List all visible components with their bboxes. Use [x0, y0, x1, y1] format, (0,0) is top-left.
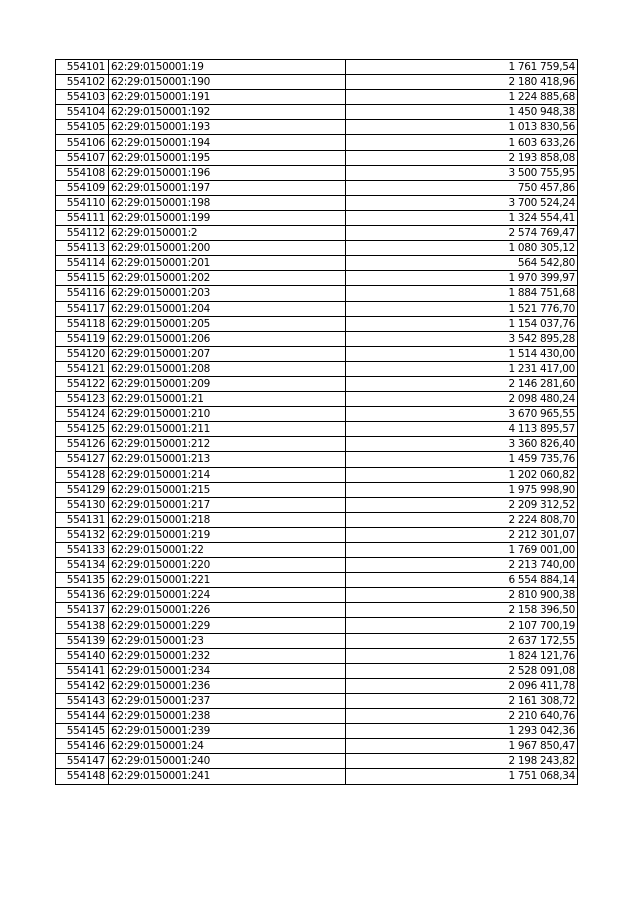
- value-cell: 2 574 769,47: [346, 226, 578, 241]
- cadastral-number-cell: 62:29:0150001:217: [109, 497, 346, 512]
- value-cell: 1 884 751,68: [346, 286, 578, 301]
- row-number-cell: 554122: [56, 376, 109, 391]
- value-cell: 2 528 091,08: [346, 663, 578, 678]
- table-row: [56, 210, 578, 225]
- row-number-cell: 554142: [56, 678, 109, 693]
- row-number-cell: 554133: [56, 543, 109, 558]
- value-cell: 1 824 121,76: [346, 648, 578, 663]
- table-row: [56, 467, 578, 482]
- table-row: [56, 422, 578, 437]
- table-row: [56, 286, 578, 301]
- row-number-cell: 554117: [56, 301, 109, 316]
- value-cell: 2 107 700,19: [346, 618, 578, 633]
- value-cell: 2 180 418,96: [346, 75, 578, 90]
- value-cell: 1 450 948,38: [346, 105, 578, 120]
- table-row: [56, 452, 578, 467]
- table-row: [56, 316, 578, 331]
- row-number-cell: 554134: [56, 558, 109, 573]
- row-number-cell: 554137: [56, 603, 109, 618]
- cadastral-number-cell: 62:29:0150001:19: [109, 60, 346, 75]
- cadastral-number-cell: 62:29:0150001:210: [109, 407, 346, 422]
- table-row: [56, 271, 578, 286]
- cadastral-number-cell: 62:29:0150001:224: [109, 588, 346, 603]
- table-row: [56, 361, 578, 376]
- value-cell: 3 542 895,28: [346, 331, 578, 346]
- row-number-cell: 554129: [56, 482, 109, 497]
- cadastral-number-cell: 62:29:0150001:22: [109, 543, 346, 558]
- value-cell: 2 158 396,50: [346, 603, 578, 618]
- cadastral-number-cell: 62:29:0150001:208: [109, 361, 346, 376]
- cadastral-number-cell: 62:29:0150001:212: [109, 437, 346, 452]
- cadastral-number-cell: 62:29:0150001:209: [109, 376, 346, 391]
- value-cell: 2 209 312,52: [346, 497, 578, 512]
- row-number-cell: 554141: [56, 663, 109, 678]
- value-cell: 1 013 830,56: [346, 120, 578, 135]
- table-row: [56, 256, 578, 271]
- table-row: [56, 739, 578, 754]
- table-row: [56, 769, 578, 784]
- cadastral-number-cell: 62:29:0150001:218: [109, 512, 346, 527]
- cadastral-number-cell: 62:29:0150001:213: [109, 452, 346, 467]
- row-number-cell: 554109: [56, 180, 109, 195]
- row-number-cell: 554110: [56, 195, 109, 210]
- value-cell: 1 231 417,00: [346, 361, 578, 376]
- table-row: [56, 512, 578, 527]
- cadastral-number-cell: 62:29:0150001:207: [109, 346, 346, 361]
- value-cell: 4 113 895,57: [346, 422, 578, 437]
- value-cell: 2 212 301,07: [346, 527, 578, 542]
- row-number-cell: 554148: [56, 769, 109, 784]
- value-cell: 1 080 305,12: [346, 241, 578, 256]
- value-cell: 2 146 281,60: [346, 376, 578, 391]
- row-number-cell: 554138: [56, 618, 109, 633]
- table-row: [56, 543, 578, 558]
- row-number-cell: 554123: [56, 392, 109, 407]
- value-cell: 3 360 826,40: [346, 437, 578, 452]
- table-row: [56, 105, 578, 120]
- value-cell: 1 293 042,36: [346, 724, 578, 739]
- row-number-cell: 554136: [56, 588, 109, 603]
- row-number-cell: 554116: [56, 286, 109, 301]
- row-number-cell: 554145: [56, 724, 109, 739]
- cadastral-number-cell: 62:29:0150001:24: [109, 739, 346, 754]
- table-row: [56, 573, 578, 588]
- row-number-cell: 554113: [56, 241, 109, 256]
- row-number-cell: 554105: [56, 120, 109, 135]
- cadastral-number-cell: 62:29:0150001:237: [109, 693, 346, 708]
- row-number-cell: 554103: [56, 90, 109, 105]
- row-number-cell: 554118: [56, 316, 109, 331]
- table-row: [56, 90, 578, 105]
- row-number-cell: 554115: [56, 271, 109, 286]
- table-row: [56, 392, 578, 407]
- cadastral-number-cell: 62:29:0150001:241: [109, 769, 346, 784]
- value-cell: 1 459 735,76: [346, 452, 578, 467]
- cadastral-number-cell: 62:29:0150001:23: [109, 633, 346, 648]
- row-number-cell: 554131: [56, 512, 109, 527]
- cadastral-number-cell: 62:29:0150001:205: [109, 316, 346, 331]
- row-number-cell: 554104: [56, 105, 109, 120]
- table-row: [56, 724, 578, 739]
- row-number-cell: 554147: [56, 754, 109, 769]
- value-cell: 2 096 411,78: [346, 678, 578, 693]
- table-row: [56, 754, 578, 769]
- value-cell: 1 603 633,26: [346, 135, 578, 150]
- value-cell: 1 224 885,68: [346, 90, 578, 105]
- row-number-cell: 554112: [56, 226, 109, 241]
- table-row: [56, 75, 578, 90]
- value-cell: 1 202 060,82: [346, 467, 578, 482]
- cadastral-number-cell: 62:29:0150001:202: [109, 271, 346, 286]
- value-cell: 2 224 808,70: [346, 512, 578, 527]
- value-cell: 1 324 554,41: [346, 210, 578, 225]
- row-number-cell: 554106: [56, 135, 109, 150]
- table-row: [56, 120, 578, 135]
- cadastral-number-cell: 62:29:0150001:214: [109, 467, 346, 482]
- row-number-cell: 554102: [56, 75, 109, 90]
- value-cell: 564 542,80: [346, 256, 578, 271]
- table-row: [56, 376, 578, 391]
- row-number-cell: 554114: [56, 256, 109, 271]
- cadastral-number-cell: 62:29:0150001:196: [109, 165, 346, 180]
- cadastral-number-cell: 62:29:0150001:203: [109, 286, 346, 301]
- value-cell: 2 810 900,38: [346, 588, 578, 603]
- table-row: [56, 437, 578, 452]
- table-row: [56, 331, 578, 346]
- cadastral-number-cell: 62:29:0150001:236: [109, 678, 346, 693]
- value-cell: 1 769 001,00: [346, 543, 578, 558]
- table-row: [56, 648, 578, 663]
- cadastral-number-cell: 62:29:0150001:199: [109, 210, 346, 225]
- cadastral-number-cell: 62:29:0150001:215: [109, 482, 346, 497]
- cadastral-number-cell: 62:29:0150001:204: [109, 301, 346, 316]
- row-number-cell: 554124: [56, 407, 109, 422]
- cadastral-number-cell: 62:29:0150001:239: [109, 724, 346, 739]
- row-number-cell: 554146: [56, 739, 109, 754]
- cadastral-number-cell: 62:29:0150001:221: [109, 573, 346, 588]
- value-cell: 6 554 884,14: [346, 573, 578, 588]
- cadastral-number-cell: 62:29:0150001:232: [109, 648, 346, 663]
- table-row: [56, 709, 578, 724]
- cadastral-number-cell: 62:29:0150001:229: [109, 618, 346, 633]
- row-number-cell: 554125: [56, 422, 109, 437]
- value-cell: 1 521 776,70: [346, 301, 578, 316]
- cadastral-number-cell: 62:29:0150001:194: [109, 135, 346, 150]
- row-number-cell: 554140: [56, 648, 109, 663]
- value-cell: 2 161 308,72: [346, 693, 578, 708]
- cadastral-number-cell: 62:29:0150001:200: [109, 241, 346, 256]
- row-number-cell: 554111: [56, 210, 109, 225]
- value-cell: 1 751 068,34: [346, 769, 578, 784]
- row-number-cell: 554132: [56, 527, 109, 542]
- row-number-cell: 554107: [56, 150, 109, 165]
- cadastral-number-cell: 62:29:0150001:192: [109, 105, 346, 120]
- table-row: [56, 482, 578, 497]
- row-number-cell: 554101: [56, 60, 109, 75]
- value-cell: 3 700 524,24: [346, 195, 578, 210]
- row-number-cell: 554119: [56, 331, 109, 346]
- row-number-cell: 554120: [56, 346, 109, 361]
- row-number-cell: 554121: [56, 361, 109, 376]
- table-row: [56, 693, 578, 708]
- table-row: [56, 135, 578, 150]
- table-row: [56, 226, 578, 241]
- cadastral-number-cell: 62:29:0150001:197: [109, 180, 346, 195]
- table-body: [56, 60, 578, 785]
- cadastral-number-cell: 62:29:0150001:219: [109, 527, 346, 542]
- cadastral-number-cell: 62:29:0150001:191: [109, 90, 346, 105]
- cadastral-number-cell: 62:29:0150001:240: [109, 754, 346, 769]
- row-number-cell: 554130: [56, 497, 109, 512]
- table-row: [56, 663, 578, 678]
- cadastral-number-cell: 62:29:0150001:211: [109, 422, 346, 437]
- cadastral-number-cell: 62:29:0150001:190: [109, 75, 346, 90]
- cadastral-number-cell: 62:29:0150001:234: [109, 663, 346, 678]
- table-row: [56, 165, 578, 180]
- table-row: [56, 407, 578, 422]
- table-row: [56, 497, 578, 512]
- table-row: [56, 633, 578, 648]
- cadastral-number-cell: 62:29:0150001:238: [109, 709, 346, 724]
- value-cell: 2 210 640,76: [346, 709, 578, 724]
- value-cell: 1 970 399,97: [346, 271, 578, 286]
- value-cell: 2 198 243,82: [346, 754, 578, 769]
- cadastral-number-cell: 62:29:0150001:220: [109, 558, 346, 573]
- value-cell: 1 154 037,76: [346, 316, 578, 331]
- table-row: [56, 527, 578, 542]
- value-cell: 2 098 480,24: [346, 392, 578, 407]
- table-row: [56, 150, 578, 165]
- table-row: [56, 678, 578, 693]
- table-row: [56, 346, 578, 361]
- table-row: [56, 60, 578, 75]
- table-row: [56, 603, 578, 618]
- cadastral-number-cell: 62:29:0150001:193: [109, 120, 346, 135]
- table-row: [56, 558, 578, 573]
- row-number-cell: 554144: [56, 709, 109, 724]
- row-number-cell: 554143: [56, 693, 109, 708]
- value-cell: 1 761 759,54: [346, 60, 578, 75]
- table-row: [56, 195, 578, 210]
- row-number-cell: 554127: [56, 452, 109, 467]
- row-number-cell: 554135: [56, 573, 109, 588]
- value-cell: 1 975 998,90: [346, 482, 578, 497]
- cadastral-value-table: [55, 59, 578, 785]
- table-row: [56, 588, 578, 603]
- table-row: [56, 180, 578, 195]
- row-number-cell: 554126: [56, 437, 109, 452]
- value-cell: 3 500 755,95: [346, 165, 578, 180]
- table-row: [56, 241, 578, 256]
- value-cell: 2 637 172,55: [346, 633, 578, 648]
- table-row: [56, 618, 578, 633]
- cadastral-number-cell: 62:29:0150001:195: [109, 150, 346, 165]
- value-cell: 2 193 858,08: [346, 150, 578, 165]
- cadastral-number-cell: 62:29:0150001:21: [109, 392, 346, 407]
- value-cell: 750 457,86: [346, 180, 578, 195]
- cadastral-number-cell: 62:29:0150001:198: [109, 195, 346, 210]
- value-cell: 3 670 965,55: [346, 407, 578, 422]
- cadastral-number-cell: 62:29:0150001:206: [109, 331, 346, 346]
- row-number-cell: 554108: [56, 165, 109, 180]
- value-cell: 1 967 850,47: [346, 739, 578, 754]
- row-number-cell: 554128: [56, 467, 109, 482]
- row-number-cell: 554139: [56, 633, 109, 648]
- cadastral-number-cell: 62:29:0150001:201: [109, 256, 346, 271]
- table-row: [56, 301, 578, 316]
- cadastral-number-cell: 62:29:0150001:2: [109, 226, 346, 241]
- value-cell: 1 514 430,00: [346, 346, 578, 361]
- value-cell: 2 213 740,00: [346, 558, 578, 573]
- cadastral-number-cell: 62:29:0150001:226: [109, 603, 346, 618]
